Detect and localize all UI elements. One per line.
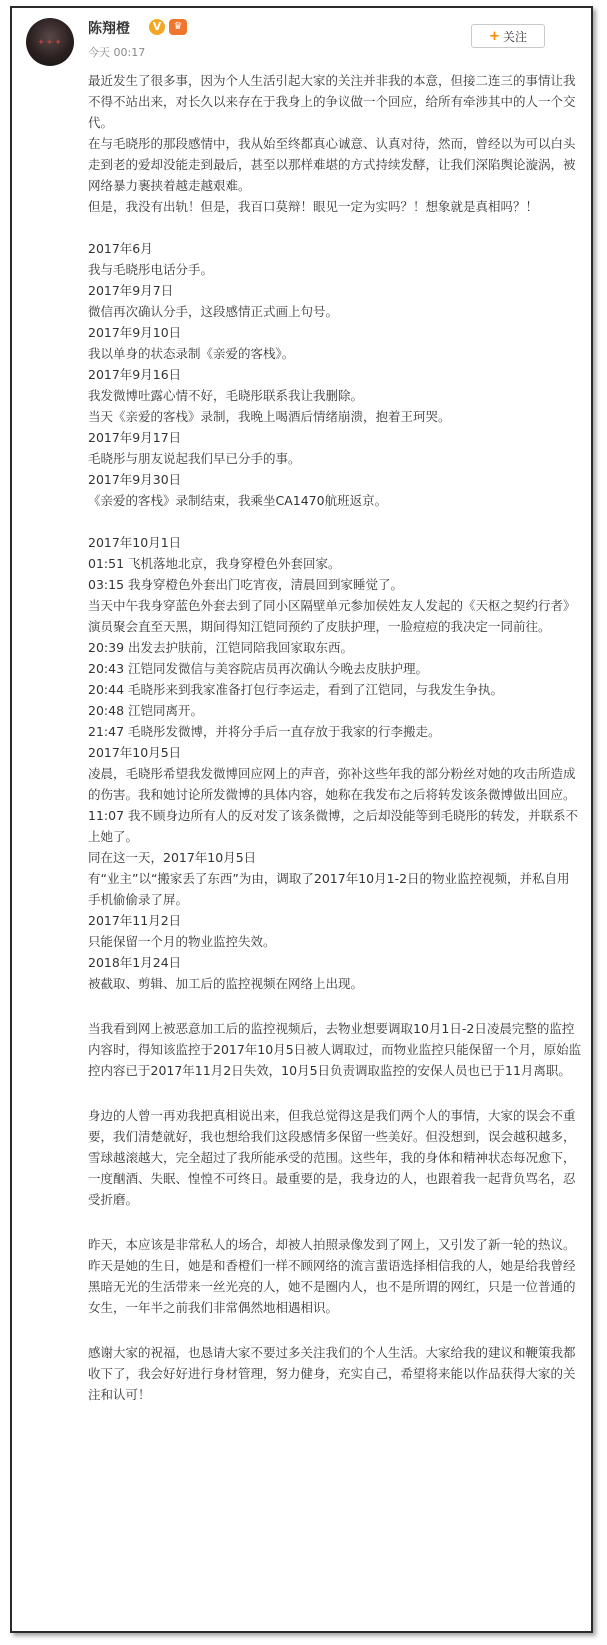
crown-icon: ♛	[169, 19, 187, 35]
timeline-line: 2017年9月17日	[88, 430, 182, 445]
timeline-line: 《亲爱的客栈》录制结束，我乘坐CA1470航班返京。	[88, 493, 388, 508]
timeline-line: 2017年11月2日	[88, 913, 182, 928]
timeline-line: 20:44 毛晓彤来到我家准备打包行李运走，看到了江铠同，与我发生争执。	[88, 682, 503, 697]
yesterday-paragraph: 昨天，本应该是非常私人的场合，却被人拍照录像发到了网上，又引发了新一轮的热议。昨天是她的生日，她是和香橙们一样不顾网络的流言蜚语选择相信我的人，她是给我曾经黑暗无光的生活带来一丝光亮的人，她不是圈内人，也不是所谓的网红，只是一位普通的女生，一年半之前我们非常偶然地相遇相识。	[88, 1237, 576, 1315]
timeline-line: 我发微博吐露心情不好，毛晓彤联系我让我删除。	[88, 388, 364, 403]
intro-paragraph: 在与毛晓彤的那段感情中，我从始至终都真心诚意、认真对待，然而，曾经以为可以白头走到老的爱却没能走到最后，甚至以那样难堪的方式持续发酵，让我们深陷舆论漩涡，被网络暴力裹挟着越走越艰难。	[88, 136, 576, 193]
username[interactable]: 陈翔橙	[88, 21, 130, 37]
plus-icon: +	[489, 28, 500, 44]
follow-button-label: 关注	[502, 29, 527, 44]
timeline-line: 20:48 江铠同离开。	[88, 703, 203, 718]
timeline-line: 当天《亲爱的客栈》录制，我晚上喝酒后情绪崩溃，抱着王珂哭。	[88, 409, 451, 424]
timeline-line: 被截取、剪辑、加工后的监控视频在网络上出现。	[88, 976, 364, 991]
timeline-line: 20:43 江铠同发微信与美容院店员再次确认今晚去皮肤护理。	[88, 661, 428, 676]
timeline-line: 当天中午我身穿蓝色外套去到了同小区隔壁单元参加侯姓友人发起的《天枢之契约行者》演员聚会直至天黑，期间得知江铠同预约了皮肤护理，一脸痘痘的我决定一同前往。	[88, 598, 576, 634]
post-header	[12, 8, 591, 68]
people-paragraph: 身边的人曾一再劝我把真相说出来，但我总觉得这是我们两个人的事情，大家的误会不重要，我们清楚就好，我也想给我们这段感情多保留一些美好。但没想到，误会越积越多，雪球越滚越大，完全超过了我所能承受的范围。这些年，我的身体和精神状态每况愈下，一度酗酒、失眠、惶惶不可终日。最重要的是，我身边的人，也跟着我一起背负骂名，忍受折磨。	[88, 1108, 576, 1207]
timeline-line: 2017年10月1日	[88, 535, 182, 550]
thanks-paragraph: 感谢大家的祝福，也恳请大家不要过多关注我们的个人生活。大家给我的建议和鞭策我都收下了，我会好好进行身材管理，努力健身，充实自己，希望将来能以作品获得大家的关注和认可！	[88, 1345, 576, 1402]
intro-paragraph: 但是，我没有出轨！但是，我百口莫辩！眼见一定为实吗？！想象就是真相吗？！	[88, 199, 539, 214]
timeline-line: 2018年1月24日	[88, 955, 182, 970]
timeline-line: 2017年9月10日	[88, 325, 182, 340]
timeline-line: 2017年9月16日	[88, 367, 182, 382]
follow-button[interactable]	[471, 24, 545, 48]
timeline-line: 2017年6月	[88, 241, 153, 256]
avatar[interactable]	[26, 18, 74, 66]
timeline-line: 11:07 我不顾身边所有人的反对发了该条微博，之后却没能等到毛晓彤的转发，并联系不上她了。	[88, 808, 578, 844]
timeline-line: 2017年9月7日	[88, 283, 174, 298]
intro-paragraph: 最近发生了很多事，因为个人生活引起大家的关注并非我的本意，但接二连三的事情让我不得不站出来，对长久以来存在于我身上的争议做一个回应，给所有牵涉其中的人一个交代。	[88, 73, 576, 130]
timeline-section-1	[88, 238, 582, 511]
timeline-line: 有“业主”以“搬家丢了东西”为由，调取了2017年10月1-2日的物业监控视频，并私自用手机偷偷录了屏。	[88, 871, 570, 907]
timeline-line: 同在这一天，2017年10月5日	[88, 850, 257, 865]
timeline-line: 我以单身的状态录制《亲爱的客栈》。	[88, 346, 295, 361]
timeline-section-2	[88, 532, 582, 994]
timeline-line: 毛晓彤与朋友说起我们早已分手的事。	[88, 451, 301, 466]
timeline-line: 21:47 毛晓彤发微博，并将分手后一直存放于我家的行李搬走。	[88, 724, 441, 739]
post-timestamp[interactable]: 今天 00:17	[88, 46, 146, 59]
timeline-line: 凌晨，毛晓彤希望我发微博回应网上的声音，弥补这些年我的部分粉丝对她的攻击所造成的伤害。我和她讨论所发微博的具体内容，她称在我发布之后将转发该条微博做出回应。	[88, 766, 576, 802]
timeline-line: 03:15 我身穿橙色外套出门吃宵夜，清晨回到家睡觉了。	[88, 577, 403, 592]
timeline-line: 微信再次确认分手，这段感情正式画上句号。	[88, 304, 339, 319]
timeline-line: 只能保留一个月的物业监控失效。	[88, 934, 276, 949]
weibo-post-card	[10, 6, 593, 1633]
timeline-line: 01:51 飞机落地北京，我身穿橙色外套回家。	[88, 556, 341, 571]
timeline-line: 2017年10月5日	[88, 745, 182, 760]
verified-badge-icon: V	[149, 19, 165, 35]
timeline-line: 我与毛晓彤电话分手。	[88, 262, 214, 277]
timeline-line: 20:39 出发去护肤前，江铠同陪我回家取东西。	[88, 640, 353, 655]
surveillance-paragraph: 当我看到网上被恶意加工后的监控视频后，去物业想要调取10月1日-2日凌晨完整的监控内容时，得知该监控于2017年10月5日被人调取过，而物业监控只能保留一个月，原始监控内容已于2017年11月2日失效，10月5日负责调取监控的安保人员也已于11月离职。	[88, 1021, 582, 1078]
avatar-image-icon: ✦✦✦	[37, 38, 63, 48]
timeline-line: 2017年9月30日	[88, 472, 182, 487]
post-body	[88, 70, 582, 1405]
